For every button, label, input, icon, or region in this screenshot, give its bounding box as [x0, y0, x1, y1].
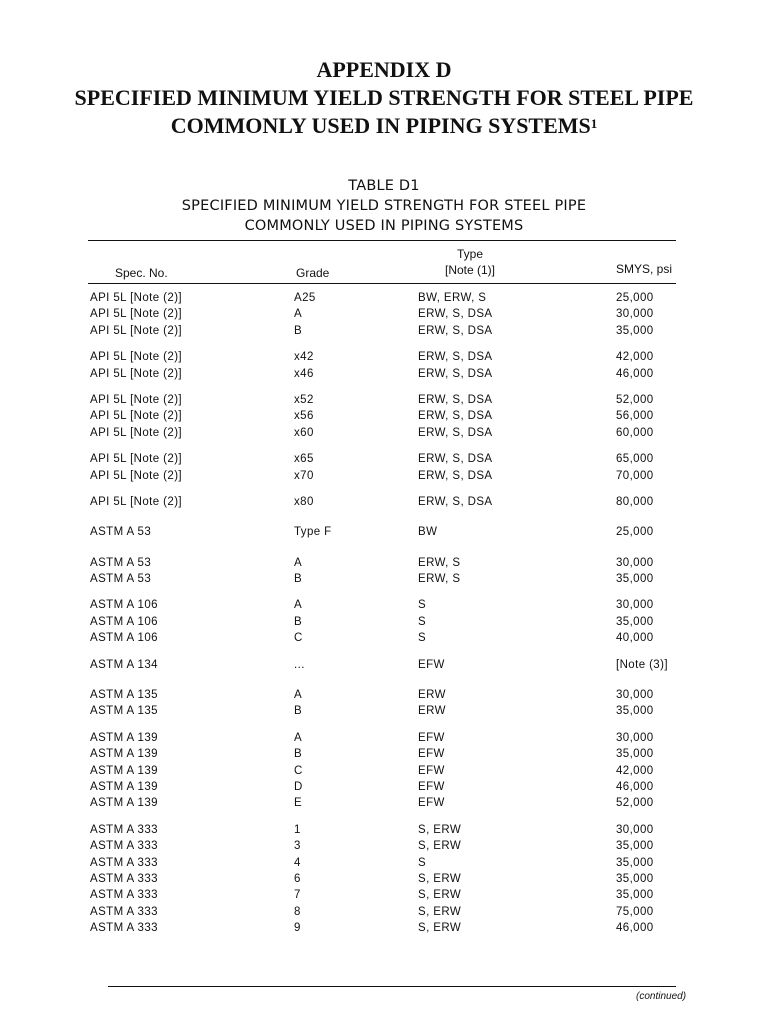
smys-cell: 35,000: [616, 615, 654, 628]
spec-cell: ASTM A 333: [90, 840, 158, 853]
grade-cell: 8: [294, 905, 301, 918]
type-cell: ERW, S, DSA: [418, 495, 493, 508]
smys-cell: 75,000: [616, 905, 654, 918]
row-group: [0, 689, 768, 722]
type-cell: S, ERW: [418, 840, 462, 853]
table-label: TABLE D1: [348, 178, 420, 194]
smys-cell: 60,000: [616, 426, 654, 439]
type-cell: ERW, S, DSA: [418, 393, 493, 406]
table-row: [0, 689, 768, 705]
grade-cell: B: [294, 748, 303, 761]
row-group: [0, 557, 768, 590]
table-row: [0, 922, 768, 938]
table-row: [0, 889, 768, 905]
row-group: [0, 824, 768, 939]
header-spec-no: Spec. No.: [115, 266, 168, 280]
grade-cell: B: [294, 615, 303, 628]
grade-cell: 1: [294, 823, 301, 836]
spec-cell: API 5L [Note (2)]: [90, 453, 183, 466]
smys-cell: 35,000: [616, 705, 654, 718]
type-cell: BW: [418, 526, 438, 539]
spec-cell: ASTM A 135: [90, 705, 158, 718]
grade-cell: x42: [294, 351, 314, 364]
table-row: [0, 906, 768, 922]
grade-cell: Type F: [294, 526, 332, 539]
grade-cell: B: [294, 324, 303, 337]
type-cell: ERW, S, DSA: [418, 469, 493, 482]
type-cell: EFW: [418, 764, 445, 777]
grade-cell: B: [294, 573, 303, 586]
spec-cell: ASTM A 134: [90, 658, 158, 671]
spec-cell: ASTM A 333: [90, 856, 158, 869]
smys-cell: 46,000: [616, 922, 654, 935]
grade-cell: C: [294, 632, 303, 645]
grade-cell: 3: [294, 840, 301, 853]
spec-cell: API 5L [Note (2)]: [90, 410, 183, 423]
smys-cell: 35,000: [616, 889, 654, 902]
smys-cell: 35,000: [616, 840, 654, 853]
smys-cell: 46,000: [616, 780, 654, 793]
table-row: [0, 599, 768, 615]
type-cell: S, ERW: [418, 872, 462, 885]
row-group: [0, 351, 768, 384]
table-row: [0, 765, 768, 781]
smys-cell: 52,000: [616, 393, 654, 406]
spec-cell: API 5L [Note (2)]: [90, 393, 183, 406]
spec-cell: API 5L [Note (2)]: [90, 308, 183, 321]
grade-cell: 4: [294, 856, 301, 869]
smys-cell: 65,000: [616, 453, 654, 466]
grade-cell: E: [294, 797, 303, 810]
table-row: [0, 394, 768, 410]
spec-cell: API 5L [Note (2)]: [90, 351, 183, 364]
spec-cell: ASTM A 106: [90, 599, 158, 612]
grade-cell: D: [294, 780, 303, 793]
grade-cell: ...: [294, 658, 305, 671]
table-row: [0, 705, 768, 721]
smys-cell: 30,000: [616, 308, 654, 321]
spec-cell: ASTM A 139: [90, 764, 158, 777]
spec-cell: API 5L [Note (2)]: [90, 292, 183, 304]
grade-cell: A: [294, 599, 303, 612]
smys-cell: 35,000: [616, 856, 654, 869]
type-cell: S, ERW: [418, 823, 462, 836]
table-row: [0, 873, 768, 889]
header-rule: [88, 283, 676, 284]
grade-cell: x65: [294, 453, 314, 466]
type-cell: S, ERW: [418, 905, 462, 918]
type-cell: ERW, S, DSA: [418, 410, 493, 423]
appendix-heading: [0, 56, 768, 140]
type-cell: ERW, S, DSA: [418, 324, 493, 337]
header-grade: Grade: [296, 266, 330, 280]
spec-cell: ASTM A 53: [90, 526, 152, 539]
smys-cell: 35,000: [616, 324, 654, 337]
header-smys: SMYS, psi: [616, 262, 673, 276]
table-row: [0, 557, 768, 573]
type-cell: ERW, S, DSA: [418, 367, 493, 380]
smys-cell: 35,000: [616, 573, 654, 586]
smys-cell: 25,000: [616, 292, 654, 304]
table-row: [0, 824, 768, 840]
spec-cell: API 5L [Note (2)]: [90, 495, 183, 508]
spec-cell: API 5L [Note (2)]: [90, 426, 183, 439]
type-cell: ERW: [418, 689, 446, 702]
grade-cell: C: [294, 764, 303, 777]
smys-cell: 42,000: [616, 764, 654, 777]
appendix-subtitle-line1: SPECIFIED MINIMUM YIELD STRENGTH FOR STEEL PIPE: [74, 85, 694, 110]
type-cell: ERW: [418, 705, 446, 718]
table-row: [0, 573, 768, 589]
table-title-line1: SPECIFIED MINIMUM YIELD STRENGTH FOR STEEL PIPE: [181, 198, 587, 214]
table-row: [0, 840, 768, 856]
spec-cell: ASTM A 333: [90, 823, 158, 836]
smys-cell: 35,000: [616, 748, 654, 761]
table-row: [0, 632, 768, 648]
table-row: [0, 748, 768, 764]
smys-cell: 30,000: [616, 689, 654, 702]
row-group: [0, 496, 768, 512]
spec-cell: ASTM A 333: [90, 922, 158, 935]
smys-cell: 25,000: [616, 526, 654, 539]
table-row: [0, 410, 768, 426]
spec-cell: ASTM A 53: [90, 573, 152, 586]
appendix-title: APPENDIX D: [316, 57, 452, 82]
table-row: [0, 292, 768, 308]
type-cell: EFW: [418, 748, 445, 761]
table-bottom-rule: [108, 986, 676, 987]
spec-cell: ASTM A 139: [90, 780, 158, 793]
table-body: [0, 292, 768, 949]
smys-cell: 56,000: [616, 410, 654, 423]
table-row: [0, 308, 768, 324]
table-title-line2: COMMONLY USED IN PIPING SYSTEMS: [244, 218, 524, 234]
grade-cell: 7: [294, 889, 301, 902]
spec-cell: ASTM A 139: [90, 797, 158, 810]
table-row: [0, 368, 768, 384]
type-cell: S, ERW: [418, 889, 462, 902]
appendix-subtitle-line2: COMMONLY USED IN PIPING SYSTEMS$^1$: [170, 113, 598, 138]
grade-cell: A: [294, 689, 303, 702]
row-group: [0, 732, 768, 814]
grade-cell: A: [294, 308, 303, 321]
type-cell: ERW, S, DSA: [418, 426, 493, 439]
spec-cell: ASTM A 333: [90, 889, 158, 902]
smys-cell: 35,000: [616, 872, 654, 885]
type-cell: ERW, S: [418, 573, 461, 586]
table-row: [0, 325, 768, 341]
spec-cell: API 5L [Note (2)]: [90, 324, 183, 337]
table-row: [0, 616, 768, 632]
type-cell: EFW: [418, 780, 445, 793]
spec-cell: API 5L [Note (2)]: [90, 367, 183, 380]
spec-cell: ASTM A 139: [90, 748, 158, 761]
smys-cell: 42,000: [616, 351, 654, 364]
spec-cell: ASTM A 333: [90, 872, 158, 885]
grade-cell: x56: [294, 410, 314, 423]
type-cell: EFW: [418, 658, 445, 671]
spec-cell: ASTM A 106: [90, 632, 158, 645]
smys-cell: 52,000: [616, 797, 654, 810]
table-row: [0, 797, 768, 813]
table-row: [0, 470, 768, 486]
row-group: [0, 526, 768, 542]
smys-cell: 30,000: [616, 823, 654, 836]
row-group: [0, 659, 768, 675]
spec-cell: API 5L [Note (2)]: [90, 469, 183, 482]
grade-cell: B: [294, 705, 303, 718]
grade-cell: A: [294, 556, 303, 569]
row-group: [0, 394, 768, 443]
row-group: [0, 453, 768, 486]
spec-cell: ASTM A 53: [90, 556, 152, 569]
type-cell: ERW, S, DSA: [418, 453, 493, 466]
smys-cell: 40,000: [616, 632, 654, 645]
spec-cell: ASTM A 333: [90, 905, 158, 918]
smys-cell: 30,000: [616, 556, 654, 569]
table-row: [0, 781, 768, 797]
grade-cell: 9: [294, 922, 301, 935]
footnote-mark: 1: [590, 116, 598, 131]
table-row: [0, 427, 768, 443]
row-group: [0, 599, 768, 648]
table-row: [0, 526, 768, 542]
grade-cell: x52: [294, 393, 314, 406]
smys-cell: 80,000: [616, 495, 654, 508]
type-cell: EFW: [418, 797, 445, 810]
type-cell: S, ERW: [418, 922, 462, 935]
table-row: [0, 857, 768, 873]
table-top-rule: [88, 240, 676, 241]
spec-cell: ASTM A 106: [90, 615, 158, 628]
spec-cell: ASTM A 135: [90, 689, 158, 702]
header-type: Type [Note (1)]: [444, 247, 495, 277]
smys-cell: 70,000: [616, 469, 654, 482]
type-cell: S: [418, 632, 427, 645]
grade-cell: 6: [294, 872, 301, 885]
type-cell: ERW, S, DSA: [418, 308, 493, 321]
type-cell: S: [418, 615, 427, 628]
table-row: [0, 732, 768, 748]
grade-cell: x46: [294, 367, 314, 380]
smys-cell: 30,000: [616, 599, 654, 612]
grade-cell: x70: [294, 469, 314, 482]
table-row: [0, 453, 768, 469]
grade-cell: A: [294, 731, 303, 744]
continued-note: (continued): [636, 991, 687, 1002]
type-cell: BW, ERW, S: [418, 292, 487, 304]
smys-cell: [Note (3)]: [616, 658, 668, 671]
type-cell: S: [418, 856, 427, 869]
type-cell: S: [418, 599, 427, 612]
type-cell: ERW, S: [418, 556, 461, 569]
type-cell: ERW, S, DSA: [418, 351, 493, 364]
grade-cell: x80: [294, 495, 314, 508]
table-caption: [0, 176, 768, 236]
row-group: [0, 292, 768, 341]
smys-cell: 30,000: [616, 731, 654, 744]
table-row: [0, 351, 768, 367]
table-row: [0, 659, 768, 675]
smys-cell: 46,000: [616, 367, 654, 380]
spec-cell: ASTM A 139: [90, 731, 158, 744]
type-cell: EFW: [418, 731, 445, 744]
grade-cell: A25: [294, 292, 316, 304]
table-row: [0, 496, 768, 512]
grade-cell: x60: [294, 426, 314, 439]
